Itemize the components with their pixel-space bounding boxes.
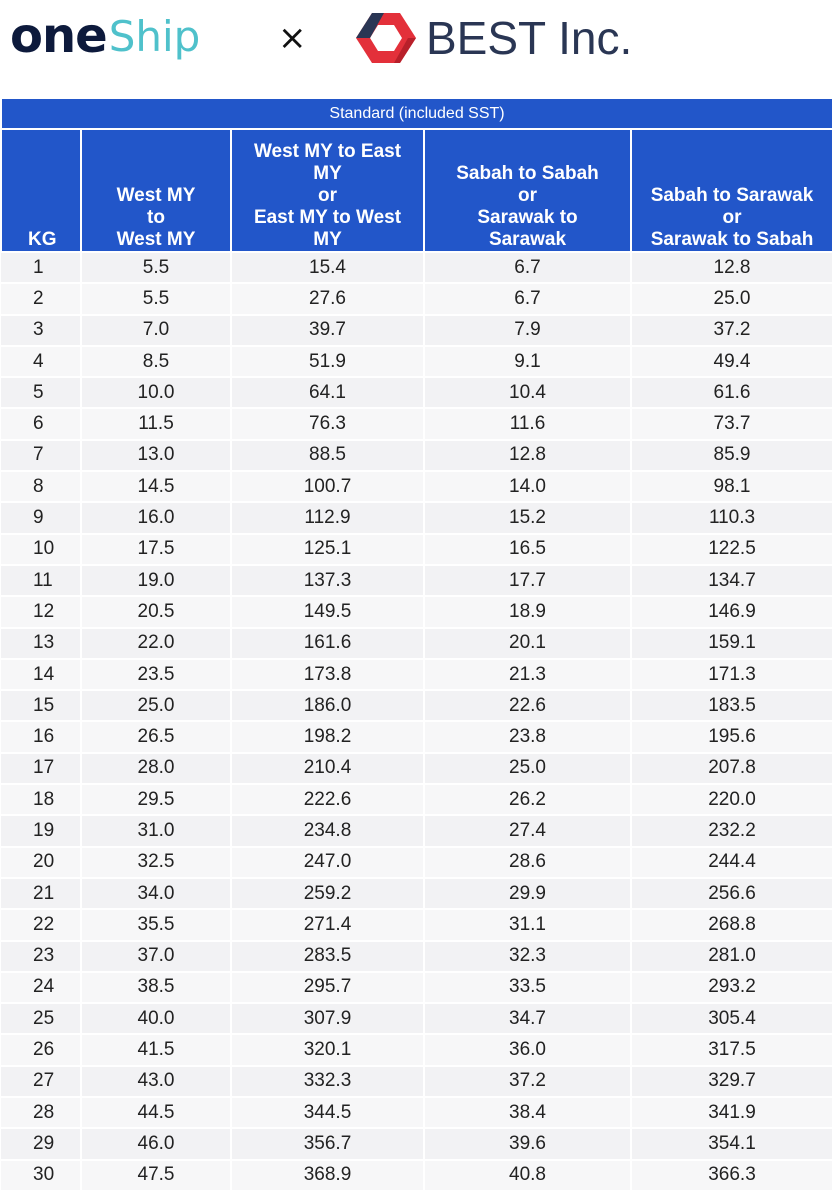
- cell-sabah-sarawak: 354.1: [631, 1128, 832, 1159]
- cell-west-to-west: 46.0: [81, 1128, 231, 1159]
- rate-table: [0, 97, 832, 1192]
- table-row: [1, 1160, 832, 1191]
- cell-west-to-west: 44.5: [81, 1097, 231, 1128]
- cell-west-to-west: 25.0: [81, 690, 231, 721]
- cell-sabah-sarawak: 98.1: [631, 471, 832, 502]
- table-row: [1, 440, 832, 471]
- table-row: [1, 909, 832, 940]
- cell-west-to-west: 13.0: [81, 440, 231, 471]
- table-row: [1, 628, 832, 659]
- cell-west-to-west: 34.0: [81, 878, 231, 909]
- cell-west-east: 247.0: [231, 847, 424, 878]
- cell-kg: 17: [1, 753, 81, 784]
- table-row: [1, 972, 832, 1003]
- cell-west-to-west: 37.0: [81, 941, 231, 972]
- cell-kg: 4: [1, 346, 81, 377]
- cell-west-to-west: 8.5: [81, 346, 231, 377]
- header-west-east: [231, 129, 424, 252]
- cell-kg: 5: [1, 377, 81, 408]
- cell-kg: 6: [1, 408, 81, 439]
- cell-same-state: 7.9: [424, 315, 631, 346]
- cell-west-to-west: 38.5: [81, 972, 231, 1003]
- cell-kg: 29: [1, 1128, 81, 1159]
- collaboration-separator: ×: [278, 18, 307, 58]
- oneship-logo: [10, 6, 200, 66]
- cell-sabah-sarawak: 256.6: [631, 878, 832, 909]
- cell-same-state: 34.7: [424, 1003, 631, 1034]
- header-west-to-west: [81, 129, 231, 252]
- cell-west-east: 344.5: [231, 1097, 424, 1128]
- table-row: [1, 815, 832, 846]
- cell-kg: 13: [1, 628, 81, 659]
- table-row: [1, 878, 832, 909]
- header-line: MY: [313, 229, 342, 250]
- cell-west-to-west: 29.5: [81, 784, 231, 815]
- cell-same-state: 31.1: [424, 909, 631, 940]
- cell-sabah-sarawak: 25.0: [631, 283, 832, 314]
- cell-west-east: 307.9: [231, 1003, 424, 1034]
- best-logo: [354, 8, 632, 68]
- cell-same-state: 33.5: [424, 972, 631, 1003]
- cell-sabah-sarawak: 317.5: [631, 1034, 832, 1065]
- cell-kg: 27: [1, 1066, 81, 1097]
- header-line: MY: [313, 163, 342, 184]
- cell-sabah-sarawak: 134.7: [631, 565, 832, 596]
- oneship-logo-one: one: [10, 8, 107, 64]
- cell-sabah-sarawak: 37.2: [631, 315, 832, 346]
- header-kg: KG: [1, 129, 81, 252]
- table-row: [1, 502, 832, 533]
- cell-same-state: 21.3: [424, 659, 631, 690]
- table-row: [1, 784, 832, 815]
- cell-kg: 28: [1, 1097, 81, 1128]
- cell-same-state: 37.2: [424, 1066, 631, 1097]
- cell-west-east: 295.7: [231, 972, 424, 1003]
- cell-sabah-sarawak: 268.8: [631, 909, 832, 940]
- cell-west-east: 271.4: [231, 909, 424, 940]
- cell-same-state: 9.1: [424, 346, 631, 377]
- cell-west-to-west: 28.0: [81, 753, 231, 784]
- cell-west-to-west: 22.0: [81, 628, 231, 659]
- cell-west-to-west: 5.5: [81, 252, 231, 283]
- cell-west-east: 234.8: [231, 815, 424, 846]
- cell-kg: 1: [1, 252, 81, 283]
- cell-same-state: 6.7: [424, 252, 631, 283]
- table-caption: Standard (included SST): [1, 98, 832, 129]
- header-line: Sabah to Sarawak: [650, 185, 814, 206]
- header-line: West MY: [116, 229, 196, 250]
- table-row: [1, 847, 832, 878]
- cell-west-east: 186.0: [231, 690, 424, 721]
- cell-same-state: 18.9: [424, 596, 631, 627]
- cell-kg: 23: [1, 941, 81, 972]
- cell-sabah-sarawak: 366.3: [631, 1160, 832, 1191]
- cell-kg: 9: [1, 502, 81, 533]
- cell-west-east: 125.1: [231, 534, 424, 565]
- table-row: [1, 1097, 832, 1128]
- cell-west-to-west: 31.0: [81, 815, 231, 846]
- cell-sabah-sarawak: 49.4: [631, 346, 832, 377]
- cell-kg: 10: [1, 534, 81, 565]
- cell-west-east: 283.5: [231, 941, 424, 972]
- header-line: West MY: [116, 185, 196, 206]
- cell-west-to-west: 19.0: [81, 565, 231, 596]
- cell-kg: 21: [1, 878, 81, 909]
- cell-west-east: 320.1: [231, 1034, 424, 1065]
- table-row: [1, 1066, 832, 1097]
- header-line: or: [318, 185, 337, 206]
- cell-kg: 25: [1, 1003, 81, 1034]
- cell-west-to-west: 14.5: [81, 471, 231, 502]
- cell-sabah-sarawak: 341.9: [631, 1097, 832, 1128]
- cell-west-east: 210.4: [231, 753, 424, 784]
- cell-kg: 7: [1, 440, 81, 471]
- cell-kg: 14: [1, 659, 81, 690]
- best-logo-text: BEST Inc.: [426, 12, 633, 64]
- cell-same-state: 6.7: [424, 283, 631, 314]
- cell-same-state: 22.6: [424, 690, 631, 721]
- cell-same-state: 11.6: [424, 408, 631, 439]
- header-line: Sarawak to: [477, 207, 578, 228]
- table-row: [1, 659, 832, 690]
- cell-west-to-west: 47.5: [81, 1160, 231, 1191]
- cell-west-to-west: 5.5: [81, 283, 231, 314]
- header-sabah-sarawak: [631, 129, 832, 252]
- logo-bar: [0, 0, 832, 96]
- cell-kg: 16: [1, 721, 81, 752]
- cell-west-to-west: 20.5: [81, 596, 231, 627]
- cell-same-state: 20.1: [424, 628, 631, 659]
- header-line: or: [722, 207, 742, 228]
- cell-kg: 30: [1, 1160, 81, 1191]
- cell-west-to-west: 41.5: [81, 1034, 231, 1065]
- table-row: [1, 690, 832, 721]
- cell-sabah-sarawak: 207.8: [631, 753, 832, 784]
- cell-west-east: 259.2: [231, 878, 424, 909]
- cell-sabah-sarawak: 195.6: [631, 721, 832, 752]
- table-row: [1, 1034, 832, 1065]
- cell-sabah-sarawak: 12.8: [631, 252, 832, 283]
- rate-table-body: [1, 252, 832, 1191]
- cell-same-state: 10.4: [424, 377, 631, 408]
- cell-sabah-sarawak: 244.4: [631, 847, 832, 878]
- table-row: [1, 534, 832, 565]
- table-row: [1, 346, 832, 377]
- cell-west-east: 137.3: [231, 565, 424, 596]
- cell-same-state: 23.8: [424, 721, 631, 752]
- cell-same-state: 12.8: [424, 440, 631, 471]
- cell-sabah-sarawak: 232.2: [631, 815, 832, 846]
- cell-kg: 18: [1, 784, 81, 815]
- cell-west-to-west: 35.5: [81, 909, 231, 940]
- cell-west-east: 27.6: [231, 283, 424, 314]
- cell-west-east: 368.9: [231, 1160, 424, 1191]
- header-line: Sabah to Sabah: [456, 163, 599, 184]
- cell-sabah-sarawak: 146.9: [631, 596, 832, 627]
- cell-west-east: 51.9: [231, 346, 424, 377]
- cell-same-state: 28.6: [424, 847, 631, 878]
- cell-same-state: 40.8: [424, 1160, 631, 1191]
- header-line: Sarawak to Sabah: [650, 229, 814, 250]
- table-row: [1, 596, 832, 627]
- cell-west-to-west: 16.0: [81, 502, 231, 533]
- cell-same-state: 14.0: [424, 471, 631, 502]
- cell-west-east: 64.1: [231, 377, 424, 408]
- header-line: or: [518, 185, 537, 206]
- cell-west-east: 15.4: [231, 252, 424, 283]
- cell-same-state: 38.4: [424, 1097, 631, 1128]
- cell-kg: 3: [1, 315, 81, 346]
- cell-sabah-sarawak: 305.4: [631, 1003, 832, 1034]
- cell-west-to-west: 32.5: [81, 847, 231, 878]
- cell-sabah-sarawak: 281.0: [631, 941, 832, 972]
- cell-same-state: 17.7: [424, 565, 631, 596]
- table-row: [1, 315, 832, 346]
- table-row: [1, 753, 832, 784]
- cell-west-east: 39.7: [231, 315, 424, 346]
- table-row: [1, 721, 832, 752]
- cell-sabah-sarawak: 73.7: [631, 408, 832, 439]
- cell-sabah-sarawak: 85.9: [631, 440, 832, 471]
- cell-west-east: 198.2: [231, 721, 424, 752]
- cell-west-to-west: 7.0: [81, 315, 231, 346]
- header-line: East MY to West: [253, 207, 402, 228]
- cell-same-state: 25.0: [424, 753, 631, 784]
- table-row: [1, 471, 832, 502]
- table-row: [1, 252, 832, 283]
- cell-west-east: 112.9: [231, 502, 424, 533]
- cell-west-east: 173.8: [231, 659, 424, 690]
- cell-sabah-sarawak: 159.1: [631, 628, 832, 659]
- cell-west-east: 356.7: [231, 1128, 424, 1159]
- header-line: Sarawak: [488, 229, 567, 250]
- cell-sabah-sarawak: 171.3: [631, 659, 832, 690]
- cell-sabah-sarawak: 110.3: [631, 502, 832, 533]
- header-line: West MY to East: [253, 141, 402, 162]
- cell-same-state: 26.2: [424, 784, 631, 815]
- cell-west-east: 161.6: [231, 628, 424, 659]
- best-emblem-icon: [354, 11, 418, 65]
- cell-kg: 12: [1, 596, 81, 627]
- cell-kg: 2: [1, 283, 81, 314]
- cell-west-to-west: 17.5: [81, 534, 231, 565]
- cell-west-east: 332.3: [231, 1066, 424, 1097]
- cell-same-state: 36.0: [424, 1034, 631, 1065]
- cell-sabah-sarawak: 220.0: [631, 784, 832, 815]
- cell-west-to-west: 10.0: [81, 377, 231, 408]
- cell-kg: 11: [1, 565, 81, 596]
- oneship-logo-ship: Ship: [108, 11, 201, 61]
- cell-sabah-sarawak: 293.2: [631, 972, 832, 1003]
- table-row: [1, 1003, 832, 1034]
- cell-west-to-west: 11.5: [81, 408, 231, 439]
- cell-west-to-west: 40.0: [81, 1003, 231, 1034]
- cell-west-east: 76.3: [231, 408, 424, 439]
- cell-sabah-sarawak: 61.6: [631, 377, 832, 408]
- cell-sabah-sarawak: 122.5: [631, 534, 832, 565]
- cell-west-east: 149.5: [231, 596, 424, 627]
- cell-kg: 24: [1, 972, 81, 1003]
- cell-west-to-west: 43.0: [81, 1066, 231, 1097]
- cell-kg: 26: [1, 1034, 81, 1065]
- cell-same-state: 15.2: [424, 502, 631, 533]
- header-line: to: [147, 207, 165, 228]
- table-row: [1, 377, 832, 408]
- cell-kg: 20: [1, 847, 81, 878]
- cell-kg: 15: [1, 690, 81, 721]
- cell-west-east: 100.7: [231, 471, 424, 502]
- cell-same-state: 27.4: [424, 815, 631, 846]
- table-row: [1, 941, 832, 972]
- cell-kg: 8: [1, 471, 81, 502]
- cell-west-to-west: 26.5: [81, 721, 231, 752]
- cell-same-state: 16.5: [424, 534, 631, 565]
- cell-sabah-sarawak: 183.5: [631, 690, 832, 721]
- cell-west-east: 88.5: [231, 440, 424, 471]
- header-same-state: [424, 129, 631, 252]
- table-row: [1, 408, 832, 439]
- table-row: [1, 565, 832, 596]
- cell-same-state: 39.6: [424, 1128, 631, 1159]
- table-row: [1, 283, 832, 314]
- cell-west-to-west: 23.5: [81, 659, 231, 690]
- cell-kg: 19: [1, 815, 81, 846]
- cell-same-state: 29.9: [424, 878, 631, 909]
- table-row: [1, 1128, 832, 1159]
- cell-west-east: 222.6: [231, 784, 424, 815]
- cell-kg: 22: [1, 909, 81, 940]
- cell-sabah-sarawak: 329.7: [631, 1066, 832, 1097]
- cell-same-state: 32.3: [424, 941, 631, 972]
